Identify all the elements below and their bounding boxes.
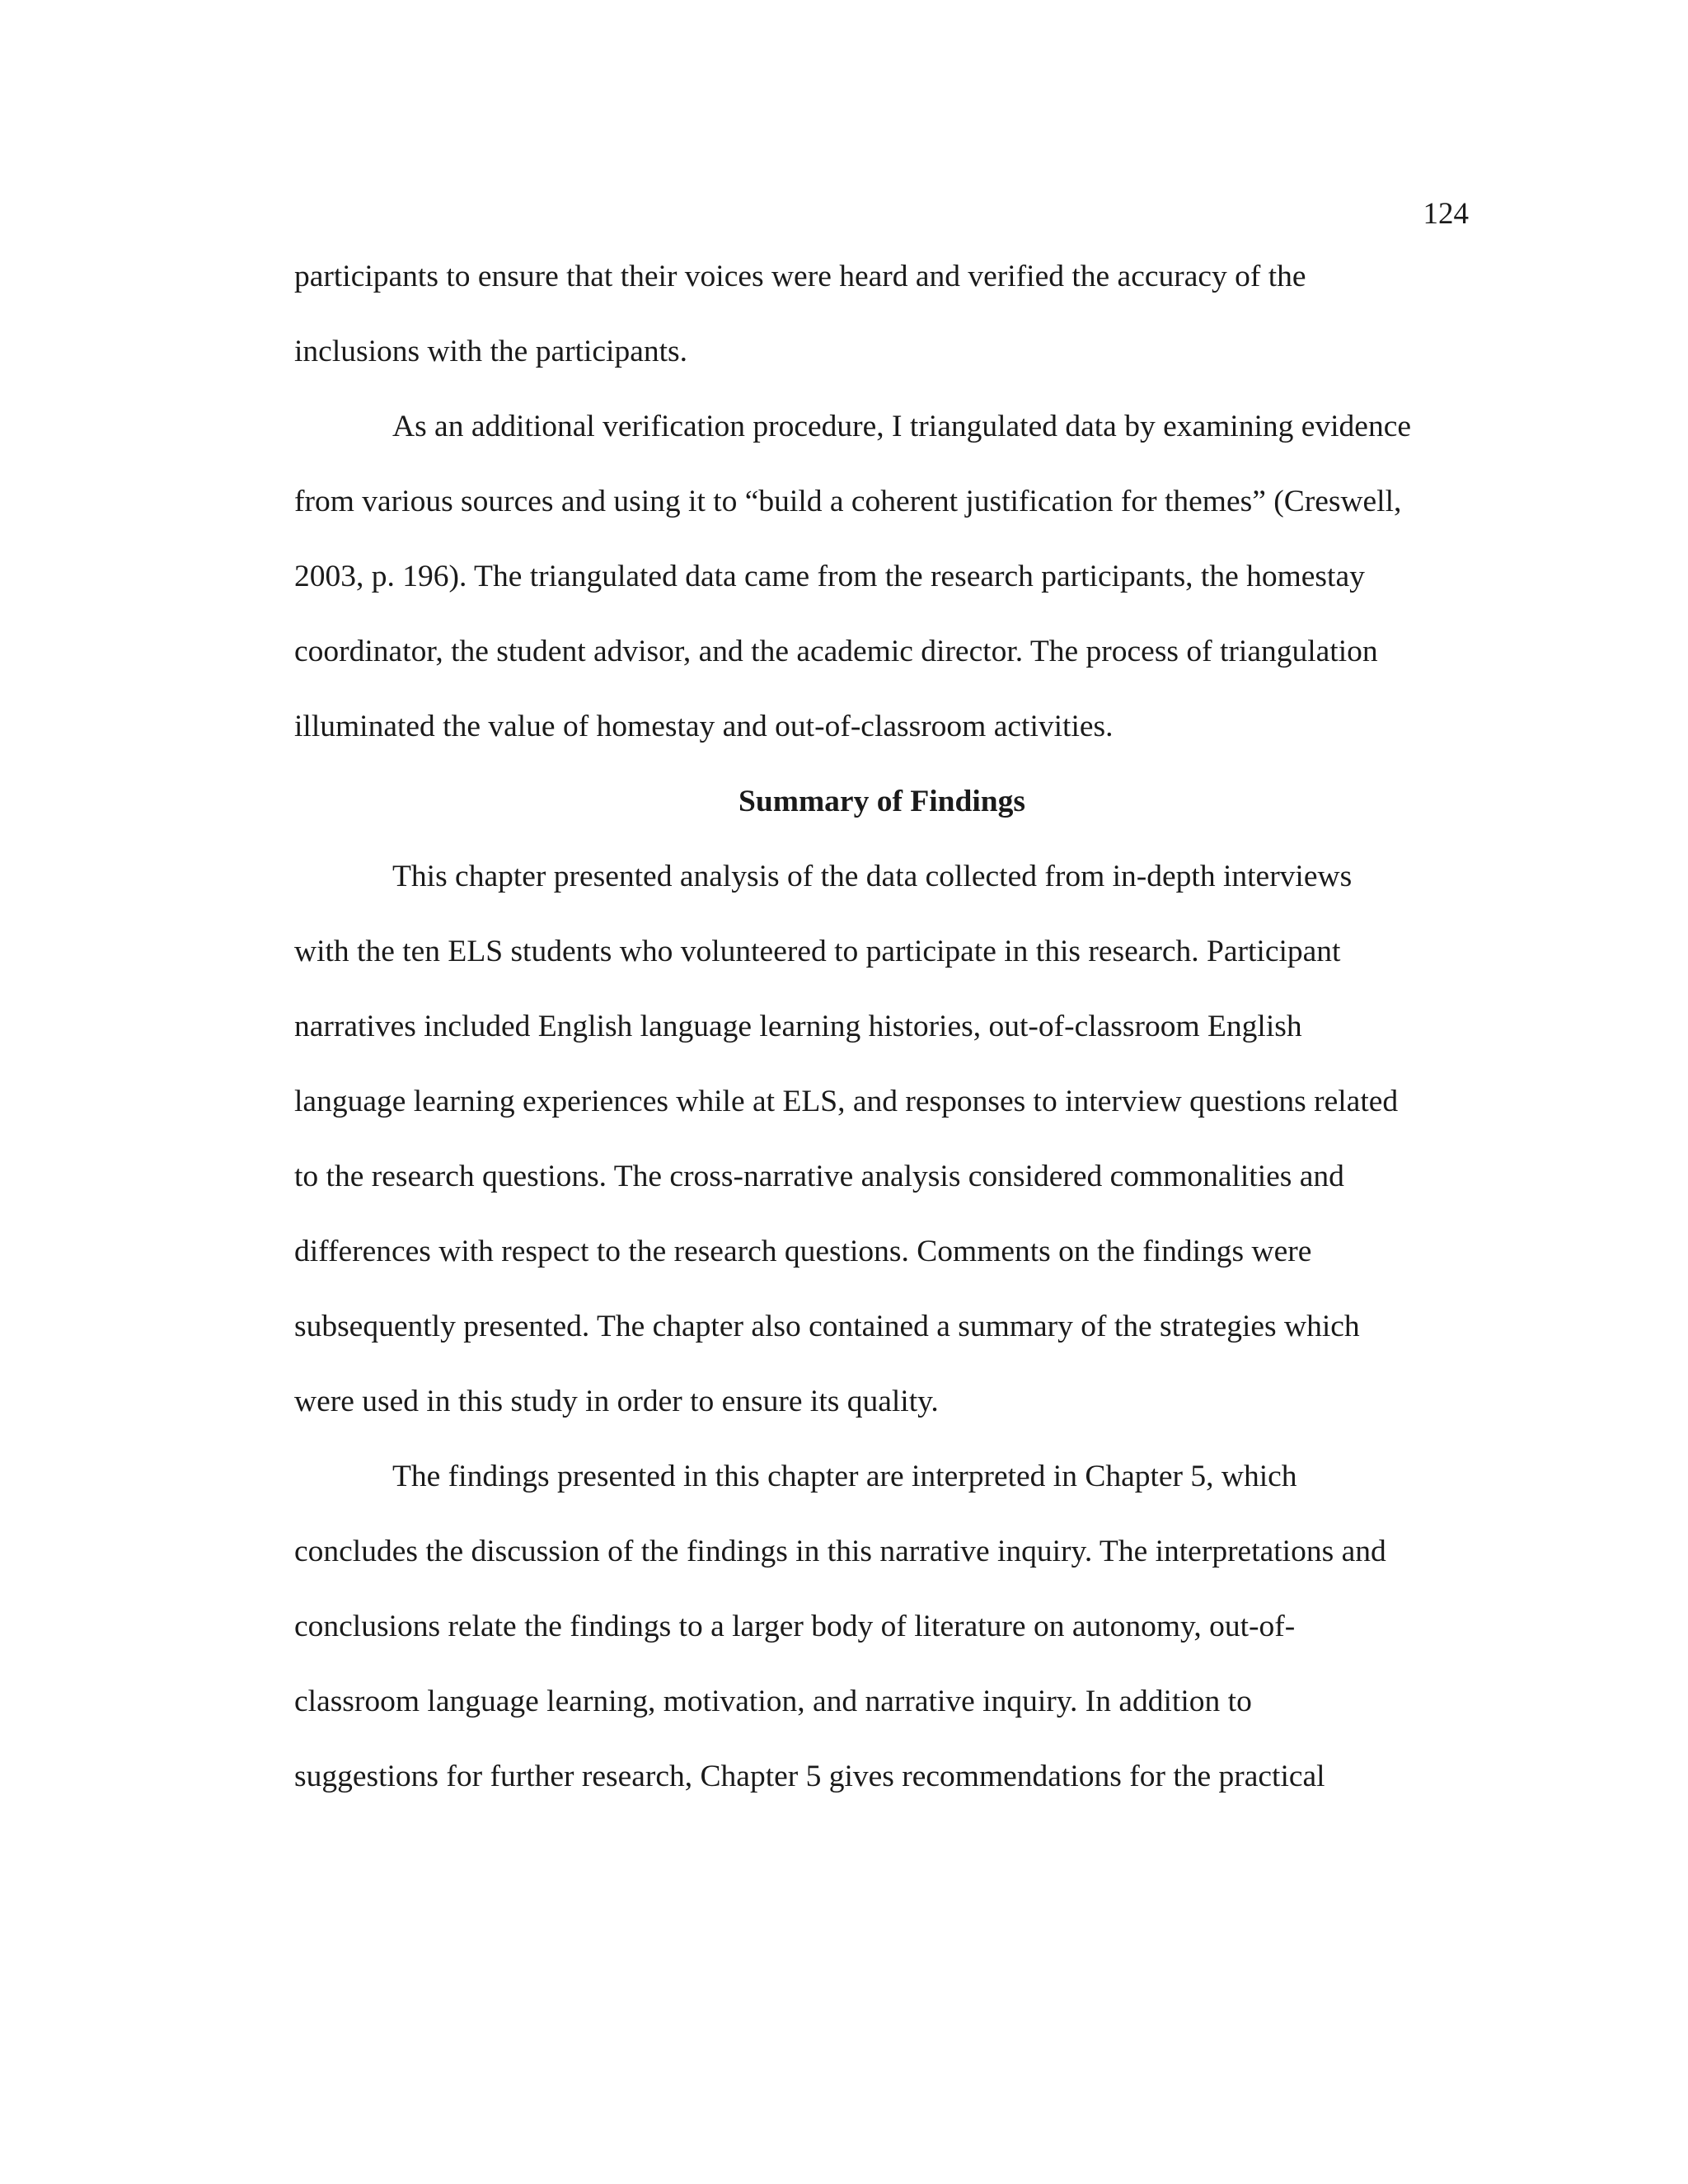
body-line: language learning experiences while at ELS, and responses to interview questions related: [294, 1085, 1399, 1118]
body-line: 2003, p. 196). The triangulated data came from the research participants, the homestay: [294, 560, 1365, 593]
body-line: classroom language learning, motivation, and narrative inquiry. In addition to: [294, 1685, 1252, 1718]
page-number: 124: [1423, 197, 1469, 231]
body-line: illuminated the value of homestay and out-of-classroom activities.: [294, 710, 1114, 743]
body-line: with the ten ELS students who volunteered to participate in this research. Participant: [294, 935, 1341, 968]
body-line: suggestions for further research, Chapter 5 gives recommendations for the practical: [294, 1760, 1325, 1793]
section-heading: Summary of Findings: [738, 785, 1025, 818]
body-line: concludes the discussion of the findings in this narrative inquiry. The interpretations and: [294, 1535, 1386, 1568]
body-line: The findings presented in this chapter are interpreted in Chapter 5, which: [392, 1460, 1297, 1493]
body-line: from various sources and using it to “build a coherent justification for themes” (Creswell,: [294, 485, 1402, 518]
body-line: participants to ensure that their voices were heard and verified the accuracy of the: [294, 260, 1306, 293]
body-line: This chapter presented analysis of the data collected from in-depth interviews: [392, 860, 1353, 893]
body-line: to the research questions. The cross-narrative analysis considered commonalities and: [294, 1160, 1344, 1193]
body-line: conclusions relate the findings to a larger body of literature on autonomy, out-of-: [294, 1610, 1296, 1643]
body-line: narratives included English language learning histories, out-of-classroom English: [294, 1010, 1302, 1043]
body-line: coordinator, the student advisor, and the academic director. The process of triangulation: [294, 635, 1378, 668]
body-line: As an additional verification procedure, I triangulated data by examining evidence: [392, 410, 1411, 443]
body-line: inclusions with the participants.: [294, 335, 688, 368]
body-line: differences with respect to the research questions. Comments on the findings were: [294, 1235, 1312, 1268]
body-line: subsequently presented. The chapter also contained a summary of the strategies which: [294, 1310, 1360, 1343]
body-line: were used in this study in order to ensure its quality.: [294, 1385, 939, 1418]
